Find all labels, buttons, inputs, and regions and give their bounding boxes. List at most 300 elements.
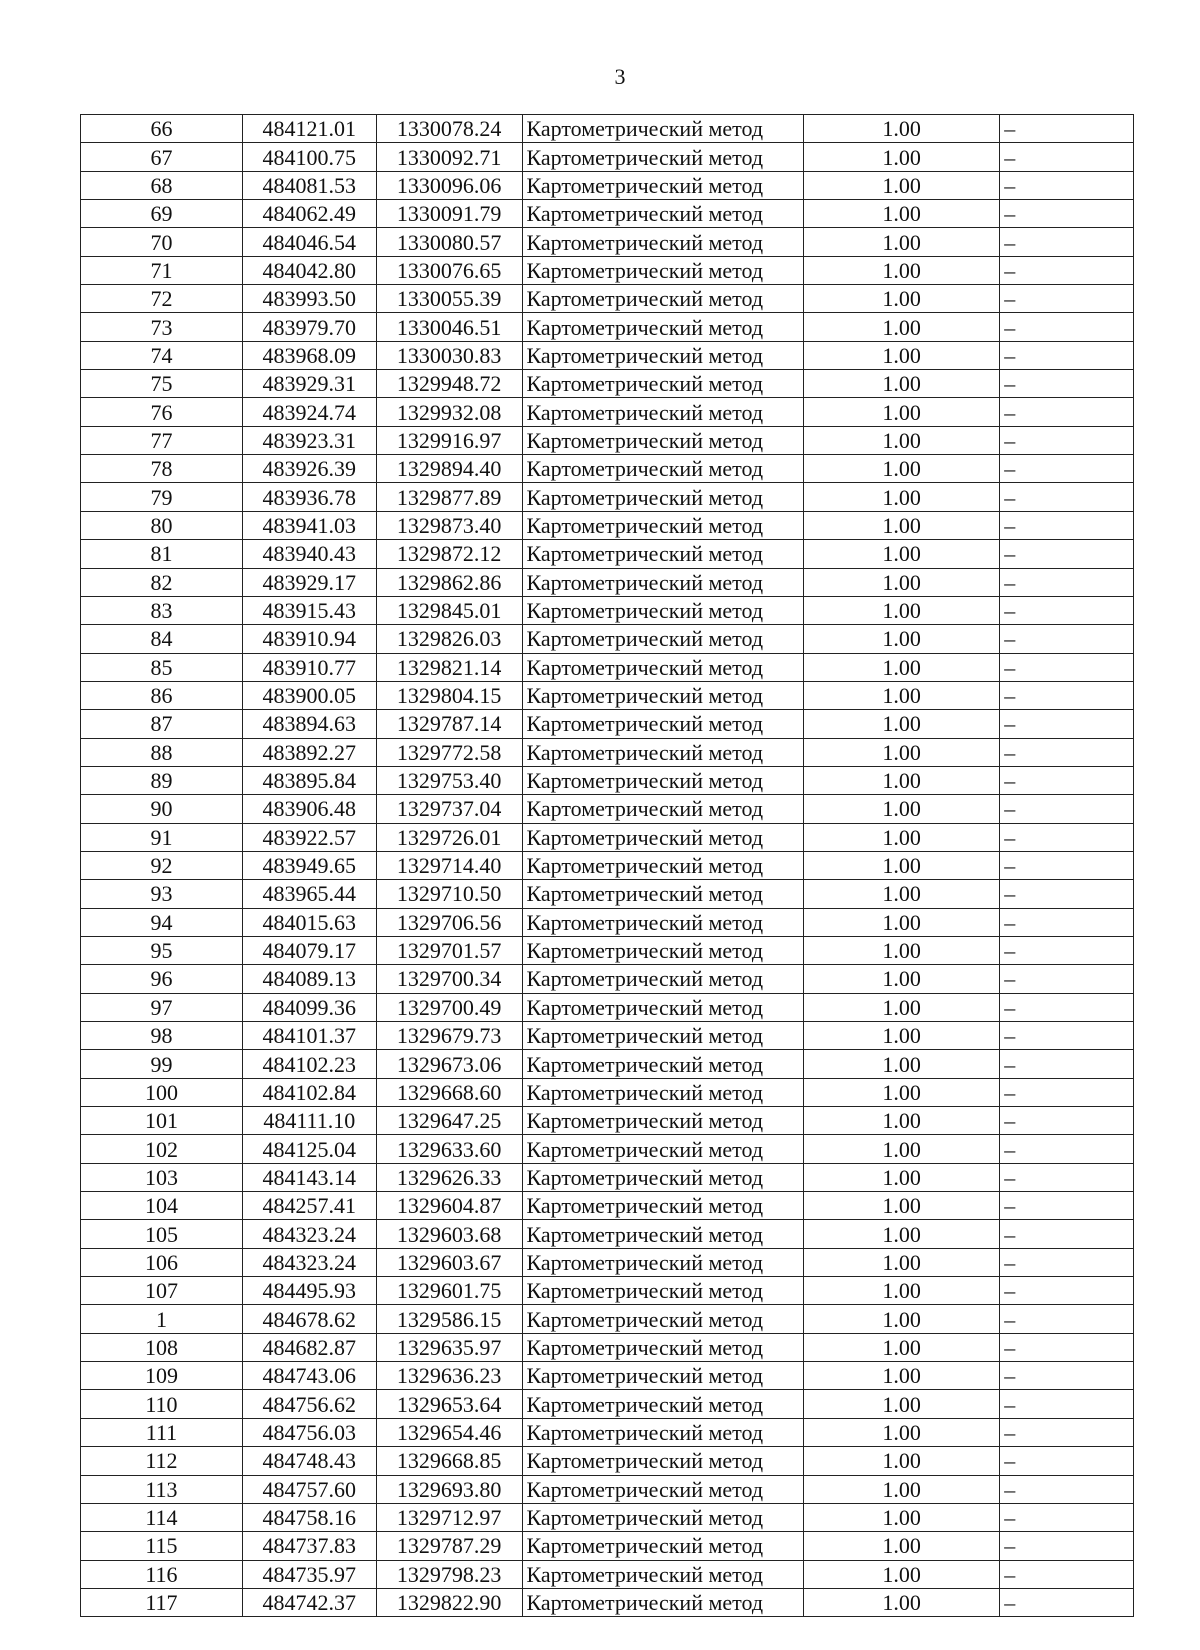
point-number-cell: 112 — [81, 1447, 243, 1475]
y-coordinate-cell: 1329712.97 — [376, 1503, 522, 1531]
table-row — [81, 540, 1134, 568]
x-coordinate-cell: 484111.10 — [242, 1107, 376, 1135]
y-coordinate-cell: 1329753.40 — [376, 766, 522, 794]
note-cell: – — [1000, 1220, 1134, 1248]
table-row — [81, 1475, 1134, 1503]
y-coordinate-cell: 1329673.06 — [376, 1050, 522, 1078]
point-number-cell: 74 — [81, 341, 243, 369]
method-cell: Картометрический метод — [522, 1447, 804, 1475]
table-row — [81, 851, 1134, 879]
y-coordinate-cell: 1329700.34 — [376, 965, 522, 993]
point-number-cell: 99 — [81, 1050, 243, 1078]
x-coordinate-cell: 483968.09 — [242, 341, 376, 369]
precision-cell: 1.00 — [804, 738, 1000, 766]
point-number-cell: 88 — [81, 738, 243, 766]
method-cell: Картометрический метод — [522, 1418, 804, 1446]
note-cell: – — [1000, 965, 1134, 993]
y-coordinate-cell: 1329601.75 — [376, 1277, 522, 1305]
x-coordinate-cell: 483940.43 — [242, 540, 376, 568]
x-coordinate-cell: 484756.62 — [242, 1390, 376, 1418]
x-coordinate-cell: 483922.57 — [242, 823, 376, 851]
method-cell: Картометрический метод — [522, 993, 804, 1021]
x-coordinate-cell: 484102.23 — [242, 1050, 376, 1078]
x-coordinate-cell: 484100.75 — [242, 143, 376, 171]
y-coordinate-cell: 1329586.15 — [376, 1305, 522, 1333]
note-cell: – — [1000, 143, 1134, 171]
point-number-cell: 79 — [81, 483, 243, 511]
method-cell: Картометрический метод — [522, 596, 804, 624]
note-cell: – — [1000, 1192, 1134, 1220]
method-cell: Картометрический метод — [522, 511, 804, 539]
precision-cell: 1.00 — [804, 1475, 1000, 1503]
note-cell: – — [1000, 200, 1134, 228]
note-cell: – — [1000, 285, 1134, 313]
table-row — [81, 936, 1134, 964]
table-row — [81, 1192, 1134, 1220]
precision-cell: 1.00 — [804, 1135, 1000, 1163]
x-coordinate-cell: 484257.41 — [242, 1192, 376, 1220]
x-coordinate-cell: 484743.06 — [242, 1362, 376, 1390]
x-coordinate-cell: 483941.03 — [242, 511, 376, 539]
point-number-cell: 97 — [81, 993, 243, 1021]
point-number-cell: 81 — [81, 540, 243, 568]
method-cell: Картометрический метод — [522, 795, 804, 823]
note-cell: – — [1000, 1333, 1134, 1361]
x-coordinate-cell: 483993.50 — [242, 285, 376, 313]
precision-cell: 1.00 — [804, 880, 1000, 908]
table-row — [81, 1503, 1134, 1531]
note-cell: – — [1000, 115, 1134, 143]
table-row — [81, 1333, 1134, 1361]
y-coordinate-cell: 1329726.01 — [376, 823, 522, 851]
precision-cell: 1.00 — [804, 851, 1000, 879]
note-cell: – — [1000, 511, 1134, 539]
y-coordinate-cell: 1329714.40 — [376, 851, 522, 879]
y-coordinate-cell: 1329635.97 — [376, 1333, 522, 1361]
table-row — [81, 1418, 1134, 1446]
note-cell: – — [1000, 171, 1134, 199]
method-cell: Картометрический метод — [522, 256, 804, 284]
y-coordinate-cell: 1330030.83 — [376, 341, 522, 369]
precision-cell: 1.00 — [804, 1305, 1000, 1333]
y-coordinate-cell: 1329604.87 — [376, 1192, 522, 1220]
note-cell: – — [1000, 455, 1134, 483]
precision-cell: 1.00 — [804, 1390, 1000, 1418]
note-cell: – — [1000, 228, 1134, 256]
point-number-cell: 110 — [81, 1390, 243, 1418]
method-cell: Картометрический метод — [522, 398, 804, 426]
table-row — [81, 908, 1134, 936]
x-coordinate-cell: 484323.24 — [242, 1220, 376, 1248]
point-number-cell: 75 — [81, 370, 243, 398]
x-coordinate-cell: 483924.74 — [242, 398, 376, 426]
table-row — [81, 738, 1134, 766]
note-cell: – — [1000, 1588, 1134, 1616]
point-number-cell: 93 — [81, 880, 243, 908]
y-coordinate-cell: 1329877.89 — [376, 483, 522, 511]
y-coordinate-cell: 1329633.60 — [376, 1135, 522, 1163]
note-cell: – — [1000, 936, 1134, 964]
method-cell: Картометрический метод — [522, 483, 804, 511]
note-cell: – — [1000, 426, 1134, 454]
y-coordinate-cell: 1329603.68 — [376, 1220, 522, 1248]
point-number-cell: 87 — [81, 710, 243, 738]
method-cell: Картометрический метод — [522, 1560, 804, 1588]
method-cell: Картометрический метод — [522, 1078, 804, 1106]
y-coordinate-cell: 1329798.23 — [376, 1560, 522, 1588]
point-number-cell: 71 — [81, 256, 243, 284]
x-coordinate-cell: 484042.80 — [242, 256, 376, 284]
table-row — [81, 313, 1134, 341]
x-coordinate-cell: 484758.16 — [242, 1503, 376, 1531]
x-coordinate-cell: 484099.36 — [242, 993, 376, 1021]
table-row — [81, 1248, 1134, 1276]
table-row — [81, 568, 1134, 596]
point-number-cell: 100 — [81, 1078, 243, 1106]
point-number-cell: 77 — [81, 426, 243, 454]
y-coordinate-cell: 1330076.65 — [376, 256, 522, 284]
precision-cell: 1.00 — [804, 568, 1000, 596]
note-cell: – — [1000, 681, 1134, 709]
point-number-cell: 95 — [81, 936, 243, 964]
table-row — [81, 766, 1134, 794]
precision-cell: 1.00 — [804, 1163, 1000, 1191]
point-number-cell: 73 — [81, 313, 243, 341]
y-coordinate-cell: 1329701.57 — [376, 936, 522, 964]
table-row — [81, 115, 1134, 143]
method-cell: Картометрический метод — [522, 143, 804, 171]
x-coordinate-cell: 484121.01 — [242, 115, 376, 143]
note-cell: – — [1000, 851, 1134, 879]
y-coordinate-cell: 1329654.46 — [376, 1418, 522, 1446]
y-coordinate-cell: 1329804.15 — [376, 681, 522, 709]
precision-cell: 1.00 — [804, 823, 1000, 851]
y-coordinate-cell: 1329932.08 — [376, 398, 522, 426]
x-coordinate-cell: 483910.77 — [242, 653, 376, 681]
point-number-cell: 89 — [81, 766, 243, 794]
point-number-cell: 76 — [81, 398, 243, 426]
y-coordinate-cell: 1329948.72 — [376, 370, 522, 398]
x-coordinate-cell: 484046.54 — [242, 228, 376, 256]
x-coordinate-cell: 483929.17 — [242, 568, 376, 596]
note-cell: – — [1000, 653, 1134, 681]
y-coordinate-cell: 1329626.33 — [376, 1163, 522, 1191]
point-number-cell: 116 — [81, 1560, 243, 1588]
note-cell: – — [1000, 795, 1134, 823]
note-cell: – — [1000, 993, 1134, 1021]
precision-cell: 1.00 — [804, 1503, 1000, 1531]
y-coordinate-cell: 1330046.51 — [376, 313, 522, 341]
y-coordinate-cell: 1329873.40 — [376, 511, 522, 539]
point-number-cell: 68 — [81, 171, 243, 199]
x-coordinate-cell: 484015.63 — [242, 908, 376, 936]
table-row — [81, 795, 1134, 823]
x-coordinate-cell: 484079.17 — [242, 936, 376, 964]
y-coordinate-cell: 1329894.40 — [376, 455, 522, 483]
x-coordinate-cell: 484143.14 — [242, 1163, 376, 1191]
point-number-cell: 90 — [81, 795, 243, 823]
point-number-cell: 69 — [81, 200, 243, 228]
point-number-cell: 80 — [81, 511, 243, 539]
note-cell: – — [1000, 766, 1134, 794]
point-number-cell: 78 — [81, 455, 243, 483]
table-row — [81, 993, 1134, 1021]
table-row — [81, 681, 1134, 709]
method-cell: Картометрический метод — [522, 1390, 804, 1418]
point-number-cell: 83 — [81, 596, 243, 624]
table-row — [81, 596, 1134, 624]
y-coordinate-cell: 1329845.01 — [376, 596, 522, 624]
note-cell: – — [1000, 1418, 1134, 1446]
x-coordinate-cell: 483965.44 — [242, 880, 376, 908]
y-coordinate-cell: 1329668.60 — [376, 1078, 522, 1106]
table-row — [81, 1362, 1134, 1390]
precision-cell: 1.00 — [804, 1418, 1000, 1446]
table-row — [81, 200, 1134, 228]
table-row — [81, 398, 1134, 426]
point-number-cell: 102 — [81, 1135, 243, 1163]
precision-cell: 1.00 — [804, 1532, 1000, 1560]
method-cell: Картометрический метод — [522, 1135, 804, 1163]
x-coordinate-cell: 484101.37 — [242, 1022, 376, 1050]
table-row — [81, 370, 1134, 398]
precision-cell: 1.00 — [804, 511, 1000, 539]
note-cell: – — [1000, 341, 1134, 369]
note-cell: – — [1000, 1248, 1134, 1276]
x-coordinate-cell: 483895.84 — [242, 766, 376, 794]
table-row — [81, 1390, 1134, 1418]
point-number-cell: 72 — [81, 285, 243, 313]
table-row — [81, 880, 1134, 908]
note-cell: – — [1000, 1447, 1134, 1475]
y-coordinate-cell: 1329668.85 — [376, 1447, 522, 1475]
precision-cell: 1.00 — [804, 596, 1000, 624]
method-cell: Картометрический метод — [522, 823, 804, 851]
y-coordinate-cell: 1329872.12 — [376, 540, 522, 568]
y-coordinate-cell: 1329706.56 — [376, 908, 522, 936]
y-coordinate-cell: 1329737.04 — [376, 795, 522, 823]
note-cell: – — [1000, 1503, 1134, 1531]
point-number-cell: 105 — [81, 1220, 243, 1248]
precision-cell: 1.00 — [804, 766, 1000, 794]
y-coordinate-cell: 1329826.03 — [376, 625, 522, 653]
method-cell: Картометрический метод — [522, 965, 804, 993]
point-number-cell: 84 — [81, 625, 243, 653]
precision-cell: 1.00 — [804, 1192, 1000, 1220]
y-coordinate-cell: 1329821.14 — [376, 653, 522, 681]
table-row — [81, 256, 1134, 284]
table-row — [81, 171, 1134, 199]
x-coordinate-cell: 484089.13 — [242, 965, 376, 993]
method-cell: Картометрический метод — [522, 1107, 804, 1135]
table-row — [81, 1305, 1134, 1333]
method-cell: Картометрический метод — [522, 455, 804, 483]
note-cell: – — [1000, 823, 1134, 851]
y-coordinate-cell: 1330092.71 — [376, 143, 522, 171]
x-coordinate-cell: 483915.43 — [242, 596, 376, 624]
x-coordinate-cell: 483979.70 — [242, 313, 376, 341]
table-row — [81, 341, 1134, 369]
method-cell: Картометрический метод — [522, 1362, 804, 1390]
x-coordinate-cell: 483949.65 — [242, 851, 376, 879]
precision-cell: 1.00 — [804, 398, 1000, 426]
precision-cell: 1.00 — [804, 1050, 1000, 1078]
table-row — [81, 455, 1134, 483]
table-row — [81, 1277, 1134, 1305]
x-coordinate-cell: 483926.39 — [242, 455, 376, 483]
precision-cell: 1.00 — [804, 228, 1000, 256]
method-cell: Картометрический метод — [522, 936, 804, 964]
point-number-cell: 70 — [81, 228, 243, 256]
point-number-cell: 117 — [81, 1588, 243, 1616]
note-cell: – — [1000, 1163, 1134, 1191]
point-number-cell: 1 — [81, 1305, 243, 1333]
method-cell: Картометрический метод — [522, 285, 804, 313]
y-coordinate-cell: 1329647.25 — [376, 1107, 522, 1135]
precision-cell: 1.00 — [804, 1248, 1000, 1276]
x-coordinate-cell: 484081.53 — [242, 171, 376, 199]
method-cell: Картометрический метод — [522, 1163, 804, 1191]
note-cell: – — [1000, 1560, 1134, 1588]
point-number-cell: 91 — [81, 823, 243, 851]
precision-cell: 1.00 — [804, 455, 1000, 483]
note-cell: – — [1000, 540, 1134, 568]
y-coordinate-cell: 1329636.23 — [376, 1362, 522, 1390]
note-cell: – — [1000, 1050, 1134, 1078]
x-coordinate-cell: 483892.27 — [242, 738, 376, 766]
precision-cell: 1.00 — [804, 993, 1000, 1021]
point-number-cell: 113 — [81, 1475, 243, 1503]
method-cell: Картометрический метод — [522, 171, 804, 199]
precision-cell: 1.00 — [804, 483, 1000, 511]
point-number-cell: 94 — [81, 908, 243, 936]
precision-cell: 1.00 — [804, 795, 1000, 823]
y-coordinate-cell: 1329603.67 — [376, 1248, 522, 1276]
precision-cell: 1.00 — [804, 936, 1000, 964]
point-number-cell: 85 — [81, 653, 243, 681]
precision-cell: 1.00 — [804, 540, 1000, 568]
method-cell: Картометрический метод — [522, 710, 804, 738]
point-number-cell: 104 — [81, 1192, 243, 1220]
x-coordinate-cell: 484748.43 — [242, 1447, 376, 1475]
note-cell: – — [1000, 1277, 1134, 1305]
x-coordinate-cell: 483929.31 — [242, 370, 376, 398]
coordinates-table-body — [81, 115, 1134, 1617]
precision-cell: 1.00 — [804, 681, 1000, 709]
y-coordinate-cell: 1329710.50 — [376, 880, 522, 908]
x-coordinate-cell: 484125.04 — [242, 1135, 376, 1163]
method-cell: Картометрический метод — [522, 880, 804, 908]
x-coordinate-cell: 483936.78 — [242, 483, 376, 511]
table-row — [81, 1022, 1134, 1050]
note-cell: – — [1000, 256, 1134, 284]
method-cell: Картометрический метод — [522, 1305, 804, 1333]
precision-cell: 1.00 — [804, 965, 1000, 993]
point-number-cell: 66 — [81, 115, 243, 143]
note-cell: – — [1000, 1107, 1134, 1135]
x-coordinate-cell: 484102.84 — [242, 1078, 376, 1106]
method-cell: Картометрический метод — [522, 1050, 804, 1078]
precision-cell: 1.00 — [804, 1362, 1000, 1390]
precision-cell: 1.00 — [804, 1107, 1000, 1135]
x-coordinate-cell: 484742.37 — [242, 1588, 376, 1616]
table-row — [81, 228, 1134, 256]
method-cell: Картометрический метод — [522, 1503, 804, 1531]
note-cell: – — [1000, 568, 1134, 596]
method-cell: Картометрический метод — [522, 426, 804, 454]
method-cell: Картометрический метод — [522, 313, 804, 341]
x-coordinate-cell: 484757.60 — [242, 1475, 376, 1503]
table-row — [81, 1220, 1134, 1248]
method-cell: Картометрический метод — [522, 568, 804, 596]
note-cell: – — [1000, 1022, 1134, 1050]
page-number: 3 — [614, 64, 626, 89]
point-number-cell: 82 — [81, 568, 243, 596]
precision-cell: 1.00 — [804, 1022, 1000, 1050]
precision-cell: 1.00 — [804, 256, 1000, 284]
precision-cell: 1.00 — [804, 1220, 1000, 1248]
note-cell: – — [1000, 1475, 1134, 1503]
method-cell: Картометрический метод — [522, 341, 804, 369]
table-row — [81, 1532, 1134, 1560]
y-coordinate-cell: 1329653.64 — [376, 1390, 522, 1418]
note-cell: – — [1000, 908, 1134, 936]
method-cell: Картометрический метод — [522, 625, 804, 653]
method-cell: Картометрический метод — [522, 1022, 804, 1050]
precision-cell: 1.00 — [804, 341, 1000, 369]
method-cell: Картометрический метод — [522, 851, 804, 879]
method-cell: Картометрический метод — [522, 653, 804, 681]
y-coordinate-cell: 1329693.80 — [376, 1475, 522, 1503]
table-row — [81, 426, 1134, 454]
x-coordinate-cell: 483894.63 — [242, 710, 376, 738]
y-coordinate-cell: 1330055.39 — [376, 285, 522, 313]
precision-cell: 1.00 — [804, 143, 1000, 171]
method-cell: Картометрический метод — [522, 681, 804, 709]
method-cell: Картометрический метод — [522, 908, 804, 936]
precision-cell: 1.00 — [804, 1277, 1000, 1305]
y-coordinate-cell: 1329787.29 — [376, 1532, 522, 1560]
point-number-cell: 109 — [81, 1362, 243, 1390]
point-number-cell: 92 — [81, 851, 243, 879]
precision-cell: 1.00 — [804, 426, 1000, 454]
precision-cell: 1.00 — [804, 1333, 1000, 1361]
note-cell: – — [1000, 1390, 1134, 1418]
x-coordinate-cell: 484682.87 — [242, 1333, 376, 1361]
precision-cell: 1.00 — [804, 908, 1000, 936]
table-row — [81, 625, 1134, 653]
table-row — [81, 1588, 1134, 1616]
table-row — [81, 143, 1134, 171]
precision-cell: 1.00 — [804, 200, 1000, 228]
note-cell: – — [1000, 1305, 1134, 1333]
table-row — [81, 653, 1134, 681]
table-row — [81, 1163, 1134, 1191]
note-cell: – — [1000, 398, 1134, 426]
x-coordinate-cell: 483910.94 — [242, 625, 376, 653]
note-cell: – — [1000, 1135, 1134, 1163]
precision-cell: 1.00 — [804, 285, 1000, 313]
point-number-cell: 114 — [81, 1503, 243, 1531]
x-coordinate-cell: 484735.97 — [242, 1560, 376, 1588]
y-coordinate-cell: 1329772.58 — [376, 738, 522, 766]
note-cell: – — [1000, 1532, 1134, 1560]
table-row — [81, 1447, 1134, 1475]
y-coordinate-cell: 1329916.97 — [376, 426, 522, 454]
x-coordinate-cell: 484678.62 — [242, 1305, 376, 1333]
precision-cell: 1.00 — [804, 710, 1000, 738]
table-row — [81, 483, 1134, 511]
